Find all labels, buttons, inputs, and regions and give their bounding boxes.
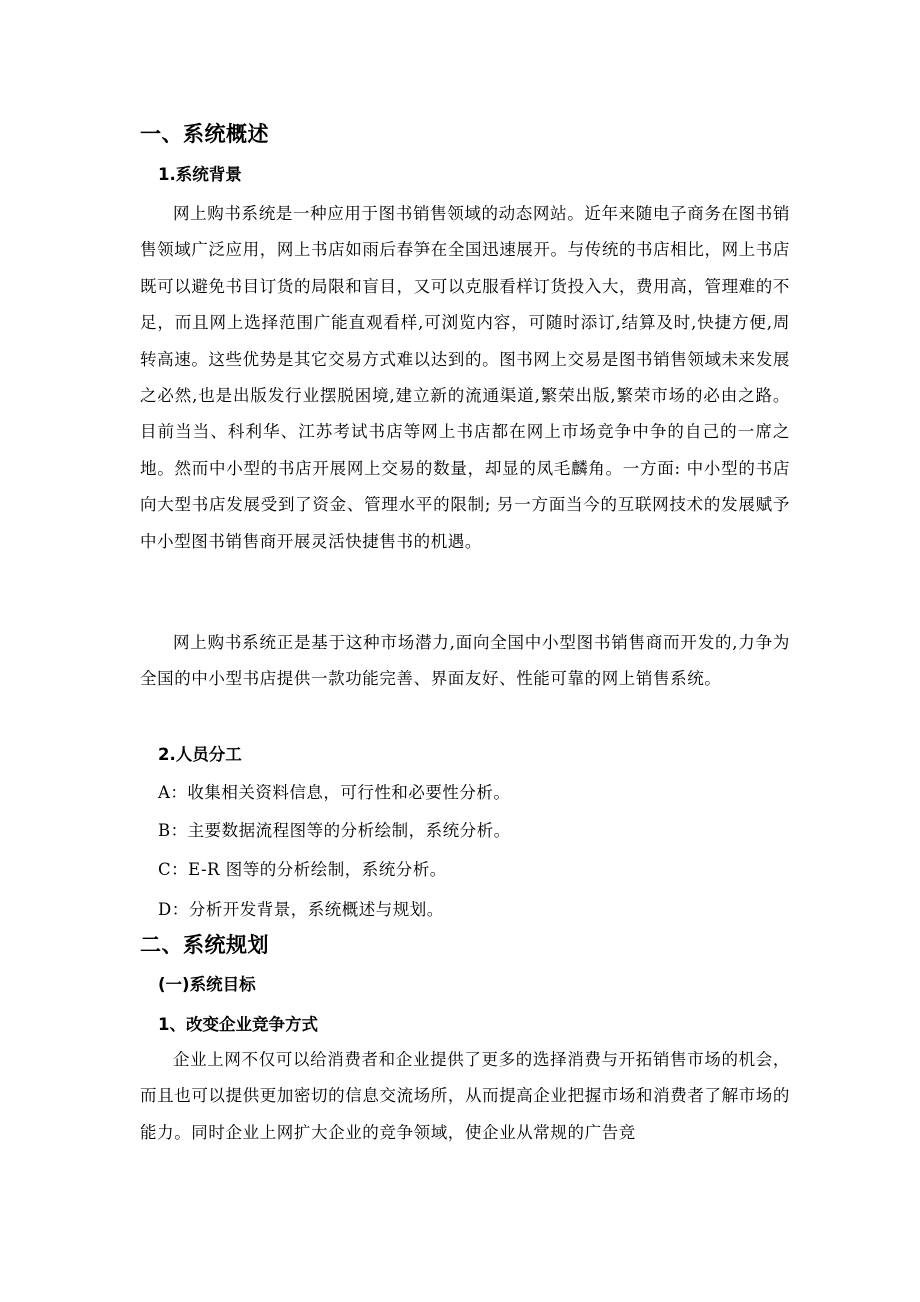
role-item-a: A：收集相关资料信息，可行性和必要性分析。 xyxy=(158,783,511,802)
subsection-heading-background: 1.系统背景 xyxy=(158,165,242,184)
subsection-heading-roles: 2.人员分工 xyxy=(158,745,242,764)
paragraph-competition: 企业上网不仅可以给消费者和企业提供了更多的选择消费与开拓销售市场的机会，而且也可以提供更加密切的信息交流场所，从而提高企业把握市场和消费者了解市场的能力。同时企业上网扩大企业的竞争领域，使企业从常规的广告竞 xyxy=(140,1050,790,1142)
section-heading-overview: 一、系统概述 xyxy=(140,122,269,146)
role-item-b: B：主要数据流程图等的分析绘制，系统分析。 xyxy=(158,821,511,840)
role-item-d: D：分析开发背景，系统概述与规划。 xyxy=(158,900,444,919)
section-heading-planning: 二、系统规划 xyxy=(140,933,269,957)
subsection-heading-goals: (一)系统目标 xyxy=(158,975,256,994)
paragraph-background: 网上购书系统是一种应用于图书销售领域的动态网站。近年来随电子商务在图书销售领域广泛应用，网上书店如雨后春笋在全国迅速展开。与传统的书店相比，网上书店既可以避免书目订货的局限和盲目，又可以克服看样订货投入大，费用高，管理难的不足，而且网上选择范围广能直观看样,可浏览内容，可随时添订,结算及时,快捷方便,周转高速。这些优势是其它交易方式难以达到的。图书网上交易是图书销售领域未来发展之必然,也是出版发行业摆脱困境,建立新的流通渠道,繁荣出版,繁荣市场的必由之路。目前当当、科利华、江苏考试书店等网上书店都在网上市场竞争中争的自己的一席之地。然而中小型的书店开展网上交易的数量，却显的凤毛麟角。一方面: 中小型的书店向大型书店发展受到了资金、管理水平的限制; 另一方面当今的互联网技术的发展赋予中小型图书销售商开展灵活快捷售书的机遇。 xyxy=(140,204,790,551)
subsection-heading-competition: 1、改变企业竞争方式 xyxy=(158,1015,318,1034)
paragraph-system-purpose: 网上购书系统正是基于这种市场潜力,面向全国中小型图书销售商而开发的,力争为全国的中小型书店提供一款功能完善、界面友好、性能可靠的网上销售系统。 xyxy=(140,633,790,689)
role-item-c: C：E-R 图等的分析绘制，系统分析。 xyxy=(158,860,447,879)
